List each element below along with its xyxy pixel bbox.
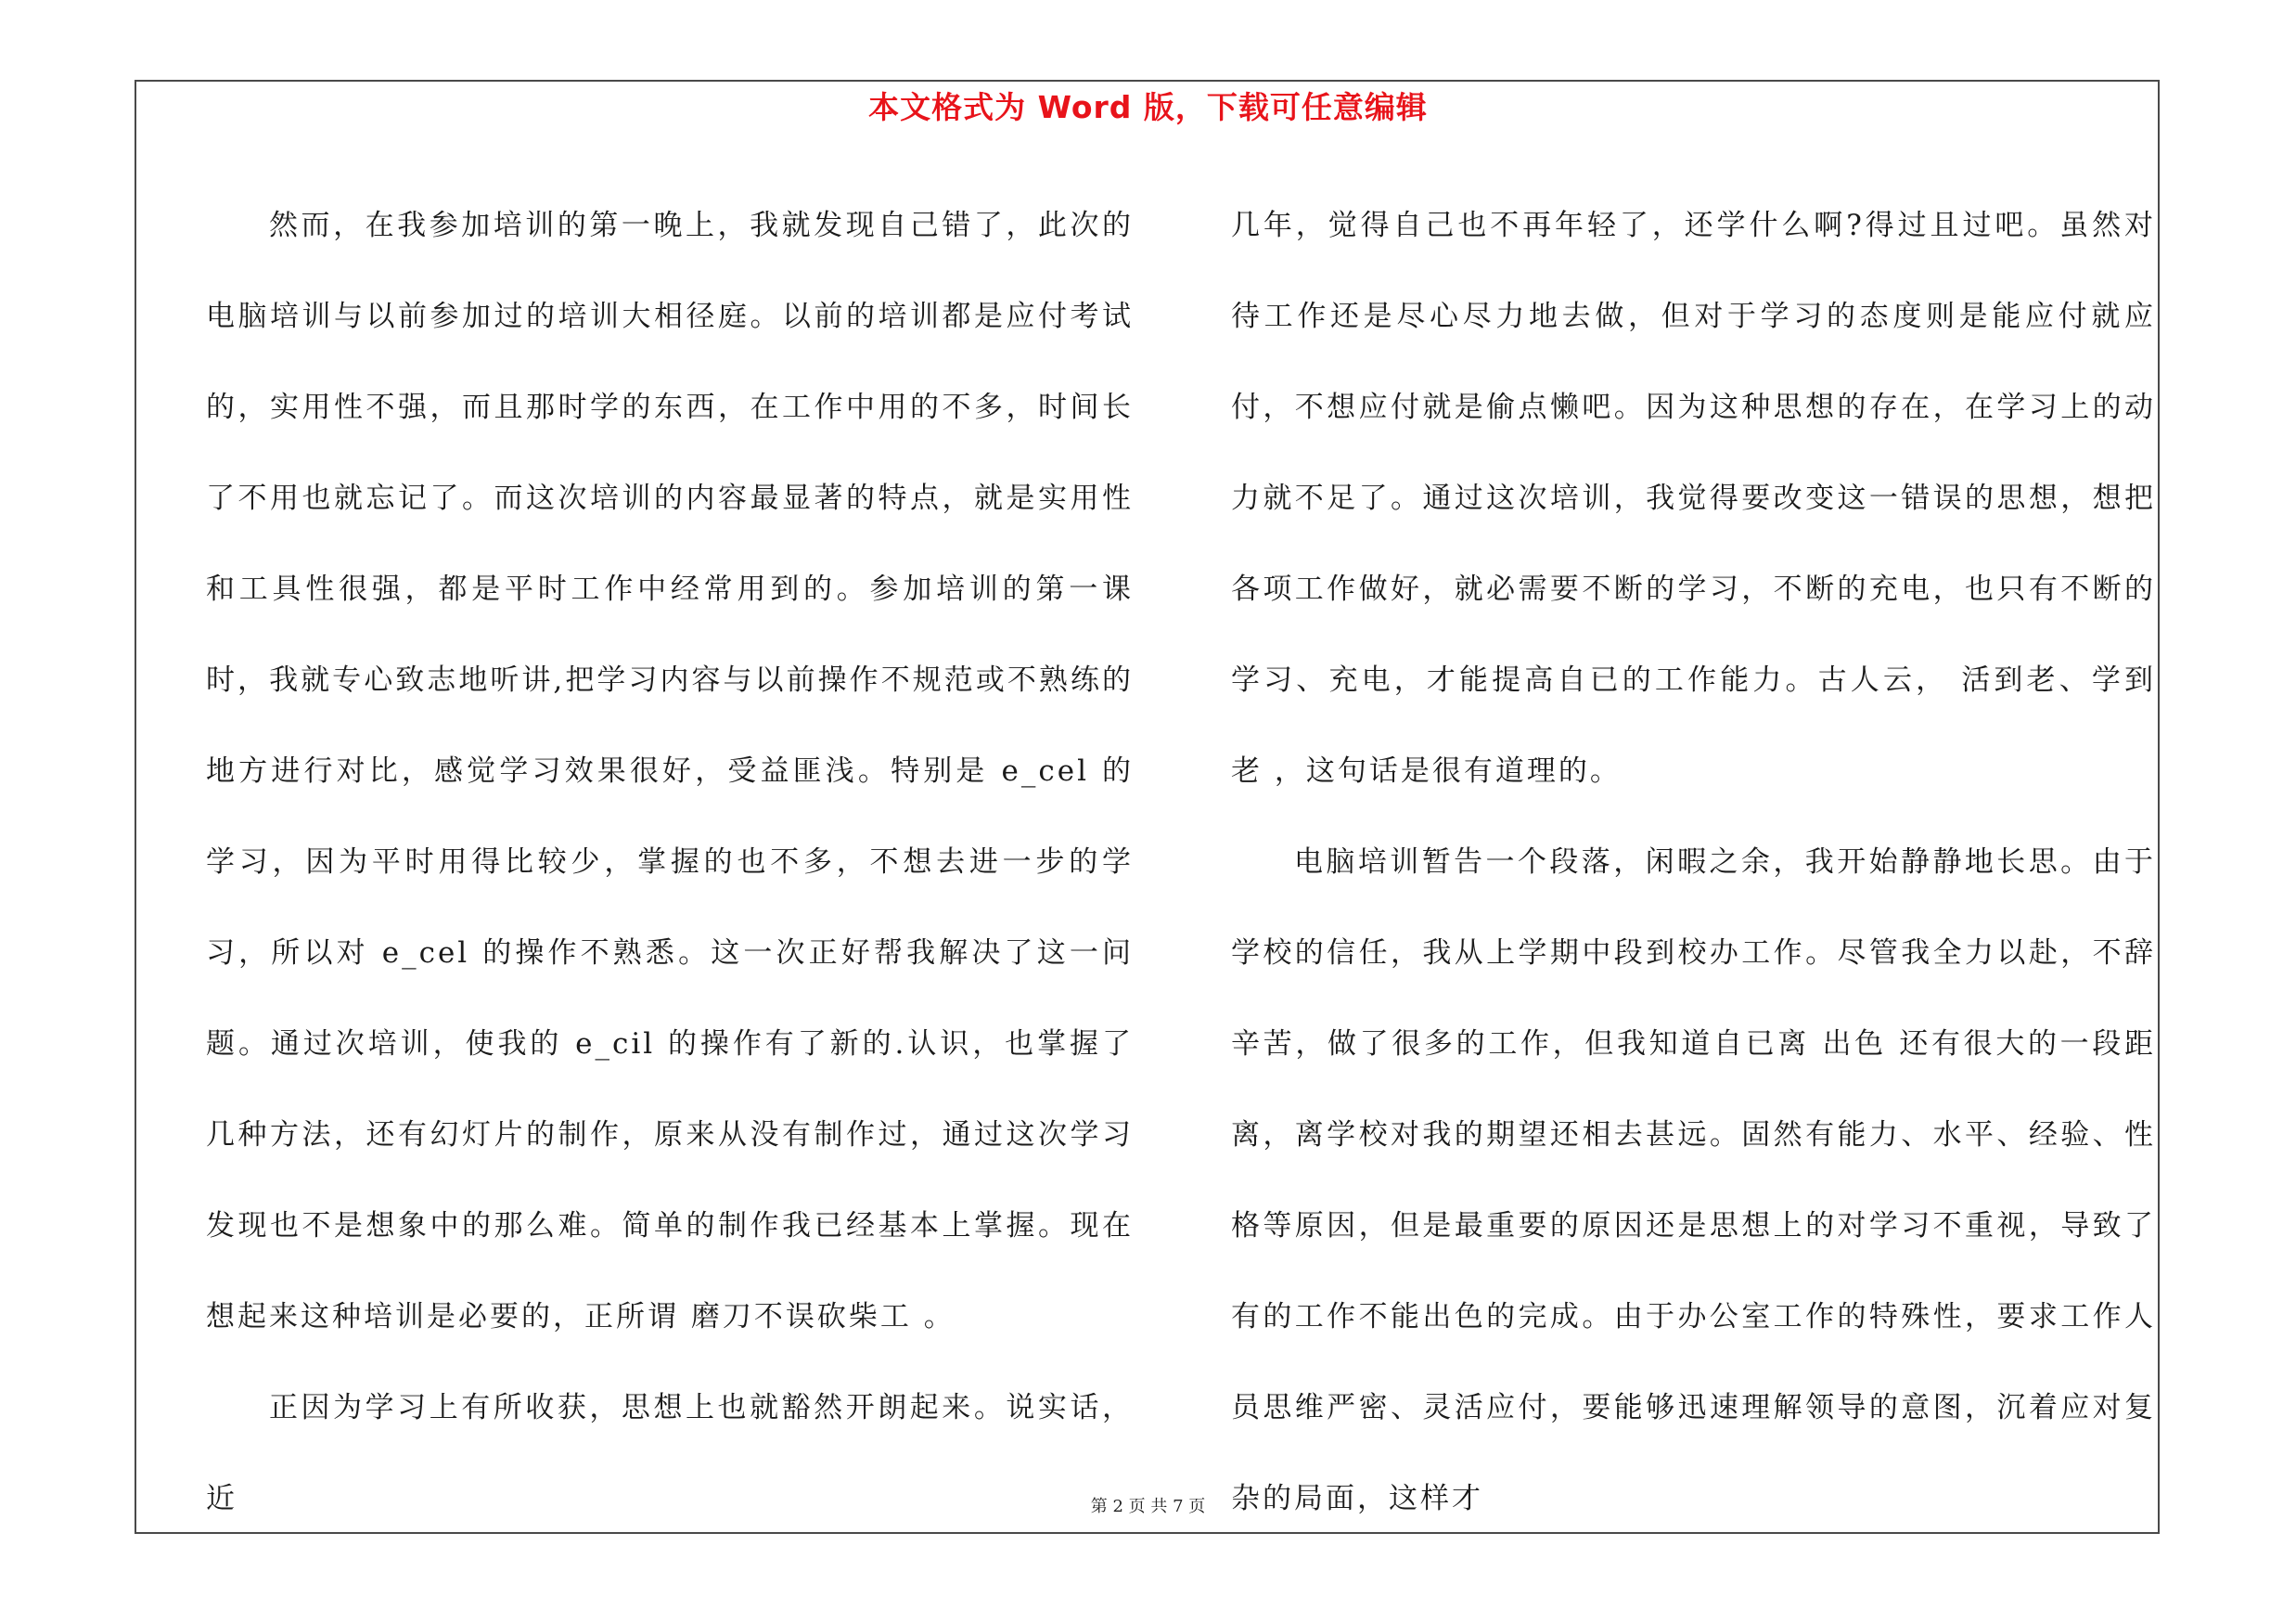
paragraph: 然而，在我参加培训的第一晚上，我就发现自己错了，此次的电脑培训与以前参加过的培训大相径庭。以前的培训都是应付考试的，实用性不强，而且那时学的东西，在工作中用的不多，时间长了不用也就忘记了。而这次培训的内容最显著的特点，就是实用性和工具性很强，都是平时工作中经常用到的。参加培训的第一课时，我就专心致志地听讲,把学习内容与以前操作不规范或不熟练的地方进行对比，感觉学习效果很好，受益匪浅。特别是 e_cel 的学习，因为平时用得比较少，掌握的也不多，不想去进一步的学习，所以对 e_cel 的操作不熟悉。这一次正好帮我解决了这一问题。通过次培训，使我的 e_cil 的操作有了新的.认识，也掌握了几种方法，还有幻灯片的制作，原来从没有制作过，通过这次学习发现也不是想象中的那么难。简单的制作我已经基本上掌握。现在想起来这种培训是必要的，正所谓 磨刀不误砍柴工 。 [206,209,1134,1333]
paragraph: 正因为学习上有所收获，思想上也就豁然开朗起来。说实话，近 [206,1391,1134,1515]
right-text-column [1231,180,2156,1544]
page-number-footer: 第 2 页 共 7 页 [1090,1497,1206,1516]
format-notice-banner: 本文格式为 Word 版，下载可任意编辑 [868,89,1428,125]
paragraph: 电脑培训暂告一个段落，闲暇之余，我开始静静地长思。由于学校的信任，我从上学期中段到校办工作。尽管我全力以赴，不辞辛苦，做了很多的工作，但我知道自已离 出色 还有很大的一段距离，离学校对我的期望还相去甚远。固然有能力、水平、经验、性格等原因，但是最重要的原因还是思想上的对学习不重视，导致了有的工作不能出色的完成。由于办公室工作的特殊性，要求工作人员思维严密、灵活应付，要能够迅速理解领导的意图，沉着应对复杂的局面，这样才 [1231,845,2156,1515]
paragraph-continued: 几年，觉得自己也不再年轻了，还学什么啊?得过且过吧。虽然对待工作还是尽心尽力地去做，但对于学习的态度则是能应付就应付，不想应付就是偷点懒吧。因为这种思想的存在，在学习上的动力就不足了。通过这次培训，我觉得要改变这一错误的思想，想把各项工作做好，就必需要不断的学习，不断的充电，也只有不断的学习、充电，才能提高自已的工作能力。古人云， 活到老、学到老 ，这句话是很有道理的。 [1231,209,2156,788]
left-text-column [206,180,1134,1544]
